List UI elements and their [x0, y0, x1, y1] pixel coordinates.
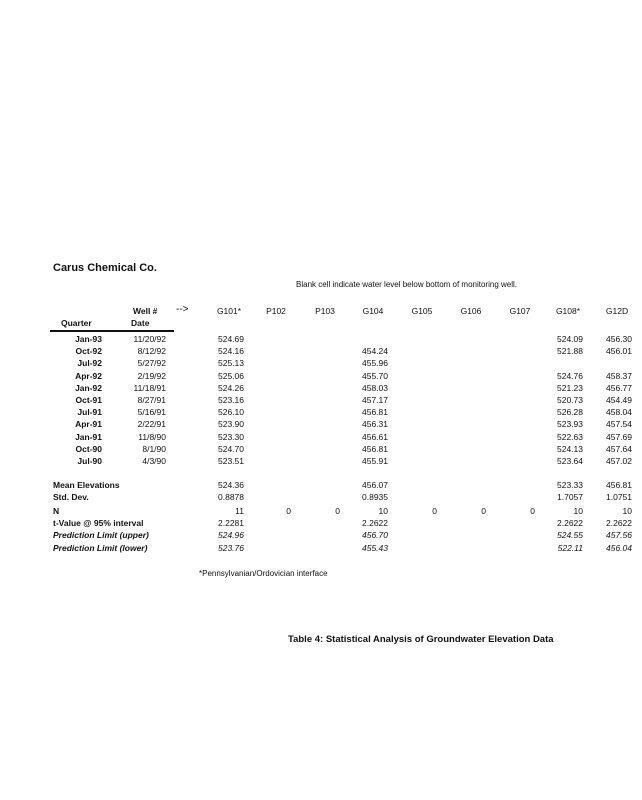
- stat-cell: 524.55: [557, 530, 583, 540]
- elevation-cell: 526.10: [218, 407, 244, 417]
- date-cell: 8/27/91: [137, 395, 166, 405]
- elevation-cell: 454.24: [362, 346, 388, 356]
- stat-cell: 524.96: [218, 530, 244, 540]
- stat-cell: 0.8878: [218, 492, 244, 502]
- elevation-cell: 523.93: [557, 419, 583, 429]
- stat-cell: 1.0751: [606, 492, 632, 502]
- quarter-cell: Apr-92: [75, 371, 102, 381]
- well-column-header: G106: [460, 306, 482, 316]
- elevation-cell: 455.70: [362, 371, 388, 381]
- quarter-cell: Jan-91: [75, 432, 102, 442]
- elevation-cell: 457.02: [606, 456, 632, 466]
- stat-cell: 456.07: [362, 480, 388, 490]
- elevation-cell: 521.88: [557, 346, 583, 356]
- stat-cell: 10: [573, 506, 583, 516]
- well-column-header: G12D: [605, 306, 629, 316]
- elevation-cell: 458.04: [606, 407, 632, 417]
- stat-cell: 456.81: [606, 480, 632, 490]
- elevation-cell: 524.13: [557, 444, 583, 454]
- quarter-cell: Apr-91: [75, 419, 102, 429]
- well-column-header: G107: [509, 306, 531, 316]
- date-cell: 2/19/92: [137, 371, 166, 381]
- elevation-cell: 454.49: [606, 395, 632, 405]
- header-underline: [50, 330, 174, 332]
- stat-label: t-Value @ 95% interval: [53, 518, 144, 528]
- elevation-cell: 457.54: [606, 419, 632, 429]
- elevation-cell: 523.64: [557, 456, 583, 466]
- well-column-header: G108*: [555, 306, 581, 316]
- elevation-cell: 526.28: [557, 407, 583, 417]
- stat-cell: 0: [286, 506, 291, 516]
- elevation-cell: 523.16: [218, 395, 244, 405]
- quarter-cell: Jul-91: [77, 407, 102, 417]
- date-cell: 5/16/91: [137, 407, 166, 417]
- quarter-header: Quarter: [61, 318, 92, 328]
- date-cell: 11/8/90: [138, 432, 166, 442]
- elevation-cell: 525.06: [218, 371, 244, 381]
- stat-label: Prediction Limit (lower): [53, 543, 148, 553]
- date-cell: 4/3/90: [142, 456, 166, 466]
- elevation-cell: 456.31: [362, 419, 388, 429]
- table-caption: Table 4: Statistical Analysis of Groundwater Elevation Data: [288, 634, 554, 645]
- company-name: Carus Chemical Co.: [53, 262, 157, 274]
- stat-cell: 456.04: [606, 543, 632, 553]
- quarter-cell: Oct-91: [75, 395, 102, 405]
- elevation-cell: 457.17: [362, 395, 388, 405]
- elevation-cell: 522.63: [557, 432, 583, 442]
- elevation-cell: 458.03: [362, 383, 388, 393]
- stat-cell: 2.2281: [218, 518, 244, 528]
- elevation-cell: 523.90: [218, 419, 244, 429]
- date-cell: 5/27/92: [137, 358, 166, 368]
- quarter-cell: Jul-90: [77, 456, 102, 466]
- elevation-cell: 455.96: [362, 358, 388, 368]
- elevation-cell: 524.16: [218, 346, 244, 356]
- date-cell: 11/18/91: [133, 383, 166, 393]
- stat-cell: 2.2622: [557, 518, 583, 528]
- quarter-cell: Jul-92: [77, 358, 102, 368]
- stat-cell: 0: [530, 506, 535, 516]
- date-cell: 8/1/90: [142, 444, 166, 454]
- arrow-icon: -->: [176, 304, 189, 315]
- elevation-cell: 524.70: [218, 444, 244, 454]
- stat-cell: 455.43: [362, 543, 388, 553]
- stat-cell: 456.70: [362, 530, 388, 540]
- elevation-cell: 456.01: [606, 346, 632, 356]
- date-cell: 8/12/92: [137, 346, 166, 356]
- well-column-header: G104: [362, 306, 384, 316]
- quarter-cell: Oct-92: [75, 346, 102, 356]
- elevation-cell: 524.26: [218, 383, 244, 393]
- well-column-header: G105: [411, 306, 433, 316]
- well-header-label: Well #: [133, 306, 158, 316]
- elevation-cell: 457.64: [606, 444, 632, 454]
- elevation-cell: 456.81: [362, 444, 388, 454]
- quarter-cell: Jan-93: [75, 334, 102, 344]
- elevation-cell: 524.09: [557, 334, 583, 344]
- table-note: Blank cell indicate water level below bottom of monitoring well.: [296, 280, 517, 289]
- elevation-cell: 521.23: [557, 383, 583, 393]
- elevation-cell: 524.76: [557, 371, 583, 381]
- stat-cell: 2.2622: [606, 518, 632, 528]
- stat-label: Std. Dev.: [53, 492, 89, 502]
- elevation-cell: 523.30: [218, 432, 244, 442]
- elevation-cell: 458.37: [606, 371, 632, 381]
- stat-label: N: [53, 506, 60, 516]
- date-cell: 11/20/92: [133, 334, 166, 344]
- stat-cell: 0.8935: [362, 492, 388, 502]
- stat-cell: 524.36: [218, 480, 244, 490]
- well-column-header: P102: [266, 306, 286, 316]
- elevation-cell: 457.69: [606, 432, 632, 442]
- stat-cell: 522.11: [557, 543, 583, 553]
- stat-cell: 10: [378, 506, 388, 516]
- stat-cell: 10: [622, 506, 632, 516]
- stat-cell: 1.7057: [557, 492, 583, 502]
- elevation-cell: 520.73: [557, 395, 583, 405]
- quarter-cell: Oct-90: [75, 444, 102, 454]
- stat-cell: 0: [481, 506, 486, 516]
- stat-cell: 0: [335, 506, 340, 516]
- elevation-cell: 456.61: [362, 432, 388, 442]
- stat-cell: 523.76: [218, 543, 244, 553]
- date-cell: 2/22/91: [137, 419, 166, 429]
- footnote: *Pennsylvanian/Ordovician interface: [199, 569, 328, 578]
- elevation-cell: 456.30: [606, 334, 632, 344]
- stat-cell: 11: [235, 506, 244, 516]
- elevation-cell: 523.51: [218, 456, 244, 466]
- elevation-cell: 456.81: [362, 407, 388, 417]
- stat-label: Prediction Limit (upper): [53, 530, 149, 540]
- elevation-cell: 525.13: [218, 358, 244, 368]
- stat-label: Mean Elevations: [53, 480, 120, 490]
- quarter-cell: Jan-92: [75, 383, 102, 393]
- well-column-header: G101*: [216, 306, 242, 316]
- stat-cell: 0: [432, 506, 437, 516]
- stat-cell: 523.33: [557, 480, 583, 490]
- elevation-cell: 456.77: [606, 383, 632, 393]
- stat-cell: 457.56: [606, 530, 632, 540]
- well-column-header: P103: [315, 306, 335, 316]
- elevation-cell: 455.91: [362, 456, 388, 466]
- date-header: Date: [131, 318, 150, 328]
- stat-cell: 2.2622: [362, 518, 388, 528]
- elevation-cell: 524.69: [218, 334, 244, 344]
